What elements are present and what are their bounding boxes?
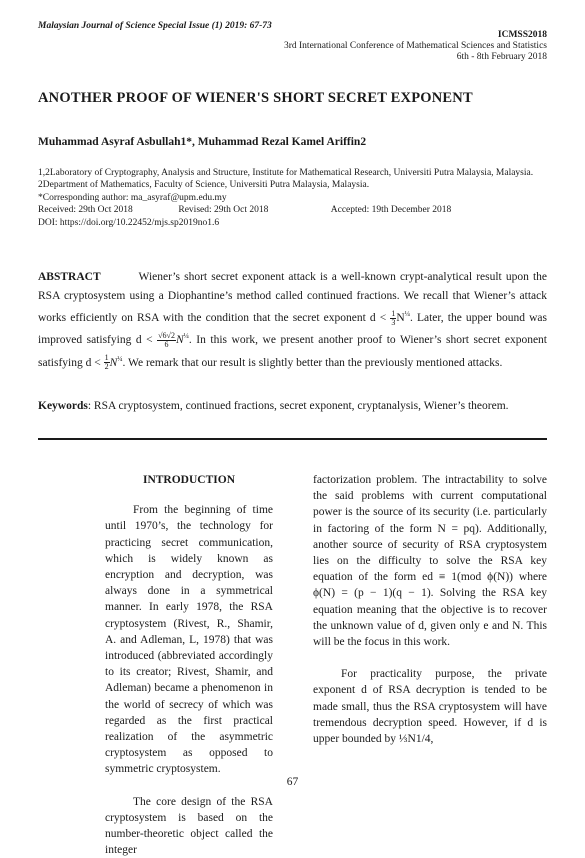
column-right [313,472,547,747]
conference-name: 3rd International Conference of Mathematical Sciences and Statistics [283,41,547,51]
authors: Muhammad Asyraf Asbullah1*, Muhammad Rezal Kamel Ariffin2 [38,136,367,148]
page-number: 67 [286,776,299,788]
fraction-one-half: $\frac{1}{2}$ [104,353,109,372]
conference-code: ICMSS2018 [497,30,547,40]
dates-row [38,204,548,216]
section-divider [38,438,547,440]
intro-paragraph-2: The core design of the RSA cryptosystem is based on the number-theoretic object called the integer [105,795,273,857]
column-left [105,472,273,858]
abstract-text-2: . Later, the upper bound was improved satisfying d < [38,311,547,347]
fraction-sqrt-6sqrt2-over-6: $\frac{√6√2}{6}$ [158,331,175,350]
doi: DOI: https://doi.org/10.22452/mjs.sp2019no1.6 [38,217,220,228]
received-date: Received: 29th Oct 2018 [38,205,133,216]
intro-paragraph-4: For practicality purpose, the private exponent d of RSA decryption is tended to be made small, thus the RSA cryptosystem will have tremendous decryption speed. However, if d is upper bounded by ⅓N1/4, [313,668,547,746]
journal-header: Malaysian Journal of Science Special Issue (1) 2019: 67-73 [38,21,272,31]
conference-dates: 6th - 8th February 2018 [456,52,547,62]
abstract-text-1: Wiener’s short secret exponent attack is a well-known crypt-analytical result upon the RSA cryptosystem using a Diophantine’s method called continued fractions. We recall that Wiener’s attack works efficiently on RSA with the condition that the secret exponent d < [38,271,548,324]
abstract-heading: ABSTRACT [38,271,101,283]
revised-date: Revised: 29th Oct 2018 [178,205,269,216]
corresponding-author: *Corresponding author: ma_asyraf@upm.edu.my [38,192,227,203]
conference-header [284,30,547,63]
accepted-date: Accepted: 19th December 2018 [330,205,452,216]
fraction-one-third: $\frac{1}{3}$ [391,308,396,327]
keywords-text: : RSA cryptosystem, continued fractions, secret exponent, cryptanalysis, Wiener’s theorem. [87,400,509,412]
abstract-text-3: . In this work, we present another proof to Wiener’s short secret exponent satisfying d < [38,334,547,369]
abstract: ABSTRACT Wiener’s short secret exponent attack is a well-known crypt-analytical result upon the RSA cryptosystem using a Diophantine’s method called continued fractions. We recall that Wiener’s attack works efficiently on RSA with the condition that the secret exponent d < $\frac{1}{3}$ $N^{\frac{1}{4}}$. Later, the upper bound was improved satisfying d < $\frac{√6√2}{6}$ $N^{\frac{1}{4}}$. In this work, we present another proof to Wiener’s short secret exponent satisfying d < $\frac{1}{2}$ $N^{\frac{1}{4}}$. We remark that our result is slightly better than the previously mentioned attacks. [38,271,548,372]
intro-paragraph-3: factorization problem. The intractability to solve the said problems with current computational power is the source of its security (i.e. particularly in factoring of the form N = pq). Additionally, another source of security of RSA cryptosystem lies on the difficulty to solve the RSA key equation of the form ed ≡ 1(mod ϕ(N)) where ϕ(N) = (p − 1)(q − 1). Solving the RSA key equation meaning that the objective is to recover the unknown value of d, given only e and N. This will be the focus in this work. [313,474,547,649]
keywords [38,398,547,415]
affiliation-2: 2Department of Mathematics, Faculty of Science, Universiti Putra Malaysia, Malaysia. [38,180,370,191]
abstract-text-4: . We remark that our result is slightly better than the previously mentioned attacks. [122,356,503,369]
keywords-label: Keywords [38,400,88,412]
affiliation-1: 1,2Laboratory of Cryptography, Analysis and Structure, Institute for Mathematical Research, Universiti Putra Malaysia, Malaysia. [38,168,534,178]
intro-heading: INTRODUCTION [142,474,235,486]
intro-paragraph-1: From the beginning of time until 1970’s, the technology for practicing secret communication, which is widely known as encryption and decryption, was always done in a symmetrical manner. In early 1978, the RSA cryptosystem (Rivest, R., Shamir, A. and Adleman, L, 1978) that was introduced (abbreviated accordingly to its creator; Rivest, Shamir, and Adleman) became a phenomenon in the world of secrecy of which was regarded as the first practical realization of the asymmetric cryptosystem as opposed to symmetric cryptosystem. [105,504,273,776]
affiliations [38,167,548,229]
paper-title: ANOTHER PROOF OF WIENER'S SHORT SECRET EXPONENT [38,90,473,106]
